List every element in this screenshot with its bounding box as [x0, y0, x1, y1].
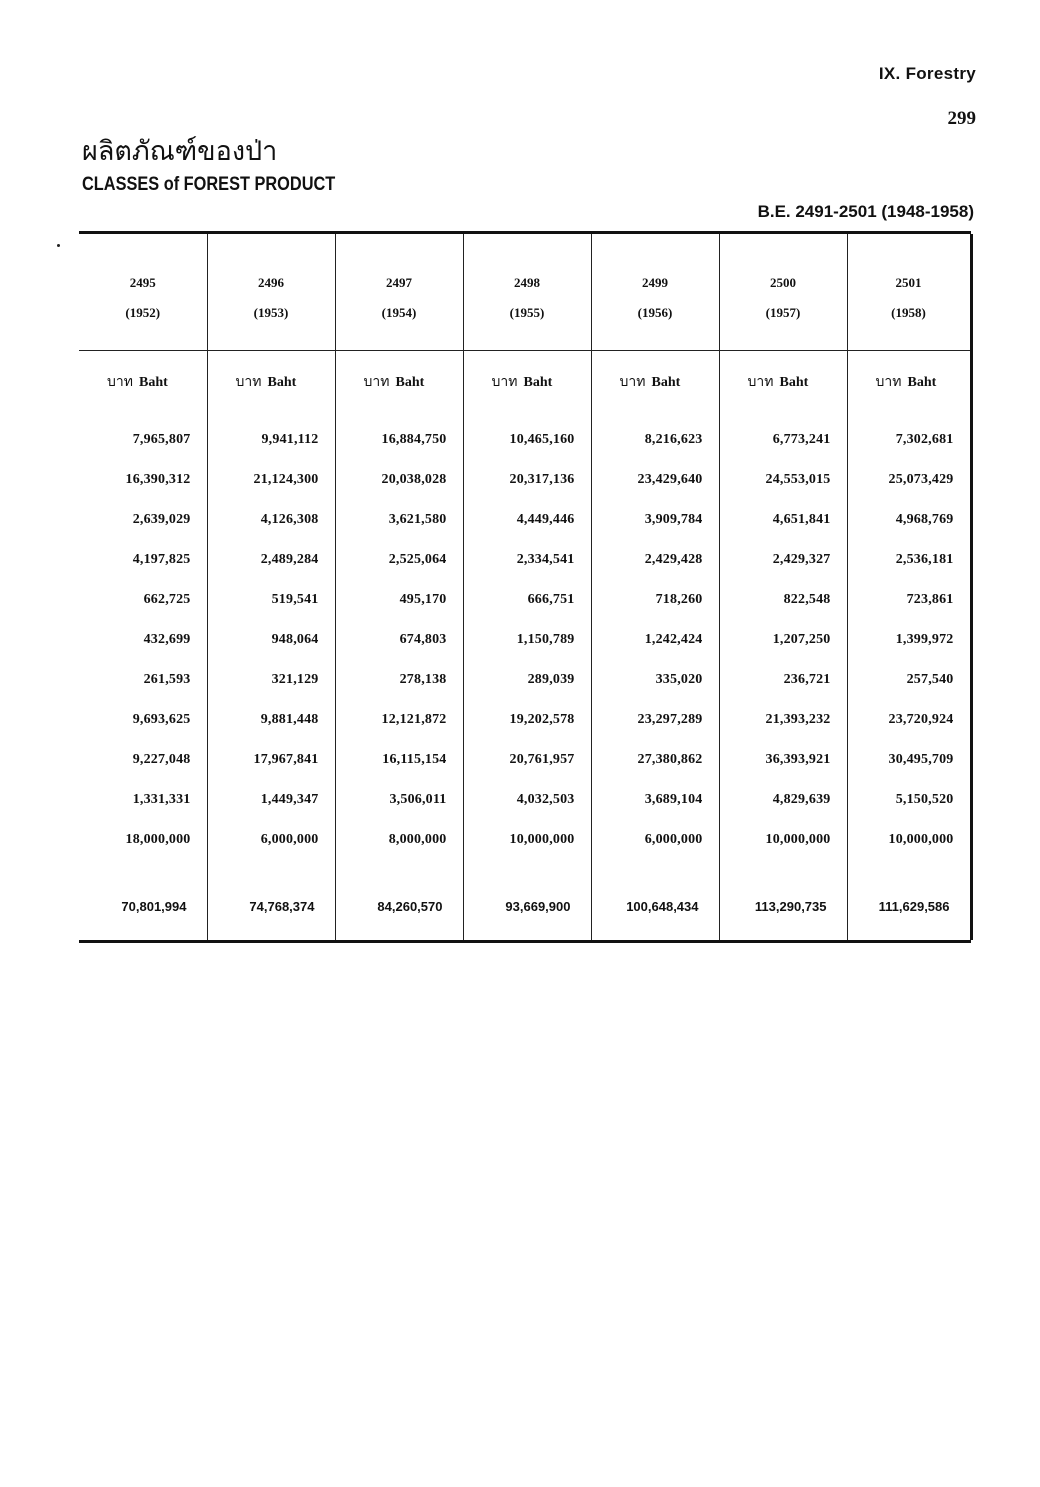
year-column-header — [719, 234, 847, 350]
value-cell: 20,761,957 — [463, 740, 591, 780]
table-row — [79, 500, 971, 540]
total-row — [79, 860, 971, 940]
unit-cell — [79, 350, 207, 412]
period-label: B.E. 2491-2501 (1948-1958) — [757, 202, 974, 221]
table-row — [79, 460, 971, 500]
unit-cell — [847, 350, 971, 412]
value-cell: 3,689,104 — [591, 780, 719, 820]
table-row — [79, 580, 971, 620]
value-cell: 9,881,448 — [207, 700, 335, 740]
unit-cell — [335, 350, 463, 412]
year-be-label: 2501 — [895, 275, 922, 290]
value-cell: 20,038,028 — [335, 460, 463, 500]
year-column-header — [463, 234, 591, 350]
value-cell: 4,032,503 — [463, 780, 591, 820]
year-column-header — [847, 234, 971, 350]
value-cell: 21,393,232 — [719, 700, 847, 740]
year-ad-label: (1952) — [125, 305, 161, 320]
value-cell: 1,449,347 — [207, 780, 335, 820]
value-cell: 7,302,681 — [847, 412, 971, 460]
table-row — [79, 820, 971, 860]
value-cell: 9,227,048 — [132, 752, 191, 767]
value-cell: 948,064 — [207, 620, 335, 660]
table-row — [79, 412, 971, 460]
value-cell: 23,720,924 — [847, 700, 971, 740]
value-cell: 24,553,015 — [719, 460, 847, 500]
year-be-label: 2498 — [514, 275, 540, 290]
value-cell: 2,536,181 — [847, 540, 971, 580]
value-cell: 30,495,709 — [847, 740, 971, 780]
year-header-row — [79, 234, 971, 350]
value-cell: 1,399,972 — [847, 620, 971, 660]
value-cell: 3,621,580 — [335, 500, 463, 540]
year-be-label: 2495 — [129, 275, 156, 290]
unit-cell — [463, 350, 591, 412]
value-cell: 10,000,000 — [719, 820, 847, 860]
year-be-label: 2500 — [770, 275, 796, 290]
margin-dot — [57, 244, 60, 247]
unit-english-label: Baht — [267, 374, 297, 390]
value-cell: 4,449,446 — [463, 500, 591, 540]
unit-english-label: Baht — [779, 374, 809, 390]
value-cell: 7,965,807 — [132, 432, 191, 447]
total-cell: 111,629,586 — [847, 860, 971, 940]
unit-cell — [719, 350, 847, 412]
value-cell: 18,000,000 — [125, 832, 191, 847]
value-cell: 662,725 — [143, 592, 191, 607]
unit-english-label: Baht — [651, 374, 681, 390]
value-cell: 23,429,640 — [591, 460, 719, 500]
table-row — [79, 540, 971, 580]
value-cell: 822,548 — [719, 580, 847, 620]
value-cell: 6,000,000 — [591, 820, 719, 860]
value-cell: 2,525,064 — [335, 540, 463, 580]
value-cell: 1,242,424 — [591, 620, 719, 660]
unit-english-label: Baht — [138, 374, 168, 390]
value-cell: 27,380,862 — [591, 740, 719, 780]
total-cell: 70,801,994 — [121, 898, 187, 914]
page-number: 299 — [947, 108, 976, 129]
value-cell: 9,941,112 — [207, 412, 335, 460]
value-cell: 674,803 — [335, 620, 463, 660]
value-cell: 21,124,300 — [207, 460, 335, 500]
total-cell: 84,260,570 — [335, 860, 463, 940]
unit-thai-label: บาท — [363, 373, 390, 390]
value-cell: 23,297,289 — [591, 700, 719, 740]
year-column-header — [79, 234, 207, 350]
value-cell: 321,129 — [207, 660, 335, 700]
table-row — [79, 700, 971, 740]
value-cell: 6,000,000 — [207, 820, 335, 860]
value-cell: 2,639,029 — [132, 512, 191, 527]
total-cell: 100,648,434 — [591, 860, 719, 940]
value-cell: 432,699 — [143, 632, 191, 647]
value-cell: 8,216,623 — [591, 412, 719, 460]
value-cell: 1,150,789 — [463, 620, 591, 660]
value-cell: 257,540 — [847, 660, 971, 700]
total-cell: 93,669,900 — [463, 860, 591, 940]
unit-cell — [591, 350, 719, 412]
table-row — [79, 740, 971, 780]
value-cell: 36,393,921 — [719, 740, 847, 780]
value-cell: 4,651,841 — [719, 500, 847, 540]
value-cell: 25,073,429 — [847, 460, 971, 500]
value-cell: 666,751 — [463, 580, 591, 620]
section-label: IX. Forestry — [878, 64, 976, 83]
unit-english-label: Baht — [523, 374, 553, 390]
value-cell: 2,429,327 — [719, 540, 847, 580]
value-cell: 2,334,541 — [463, 540, 591, 580]
total-cell: 74,768,374 — [207, 860, 335, 940]
value-cell: 236,721 — [719, 660, 847, 700]
value-cell: 3,909,784 — [591, 500, 719, 540]
value-cell: 1,331,331 — [132, 792, 191, 807]
value-cell: 16,390,312 — [125, 472, 191, 487]
year-column-header — [207, 234, 335, 350]
value-cell: 289,039 — [463, 660, 591, 700]
unit-thai-label: บาท — [619, 373, 646, 390]
value-cell: 519,541 — [207, 580, 335, 620]
year-ad-label: (1957) — [765, 305, 801, 320]
value-cell: 4,968,769 — [847, 500, 971, 540]
unit-thai-label: บาท — [235, 373, 262, 390]
year-ad-label: (1956) — [637, 305, 673, 320]
value-cell: 3,506,011 — [335, 780, 463, 820]
page-title-thai: ผลิตภัณฑ์ของป่า — [82, 136, 278, 167]
value-cell: 4,829,639 — [719, 780, 847, 820]
value-cell: 9,693,625 — [132, 712, 191, 727]
unit-cell — [207, 350, 335, 412]
value-cell: 16,884,750 — [335, 412, 463, 460]
value-cell: 8,000,000 — [335, 820, 463, 860]
year-ad-label: (1954) — [381, 305, 417, 320]
value-cell: 2,489,284 — [207, 540, 335, 580]
year-ad-label: (1953) — [253, 305, 289, 320]
value-cell: 4,197,825 — [132, 552, 191, 567]
value-cell: 20,317,136 — [463, 460, 591, 500]
value-cell: 10,465,160 — [463, 412, 591, 460]
table-row — [79, 780, 971, 820]
unit-english-label: Baht — [907, 374, 937, 390]
year-column-header — [335, 234, 463, 350]
table-row — [79, 620, 971, 660]
page-title-english: CLASSES of FOREST PRODUCT — [82, 174, 336, 195]
unit-english-label: Baht — [395, 374, 425, 390]
value-cell: 718,260 — [591, 580, 719, 620]
value-cell: 495,170 — [335, 580, 463, 620]
value-cell: 278,138 — [335, 660, 463, 700]
value-cell: 10,000,000 — [463, 820, 591, 860]
value-cell: 1,207,250 — [719, 620, 847, 660]
year-ad-label: (1955) — [509, 305, 545, 320]
year-ad-label: (1958) — [891, 305, 926, 320]
value-cell: 335,020 — [591, 660, 719, 700]
unit-thai-label: บาท — [875, 373, 902, 390]
value-cell: 723,861 — [847, 580, 971, 620]
value-cell: 10,000,000 — [847, 820, 971, 860]
value-cell: 6,773,241 — [719, 412, 847, 460]
total-cell: 113,290,735 — [719, 860, 847, 940]
value-cell: 261,593 — [143, 672, 191, 687]
unit-thai-label: บาท — [107, 373, 133, 390]
value-cell: 16,115,154 — [335, 740, 463, 780]
value-cell: 12,121,872 — [335, 700, 463, 740]
value-cell: 19,202,578 — [463, 700, 591, 740]
year-be-label: 2497 — [386, 275, 412, 290]
year-be-label: 2499 — [642, 275, 668, 290]
year-be-label: 2496 — [258, 275, 284, 290]
value-cell: 5,150,520 — [847, 780, 971, 820]
value-cell: 17,967,841 — [207, 740, 335, 780]
unit-thai-label: บาท — [747, 373, 774, 390]
value-cell: 2,429,428 — [591, 540, 719, 580]
table-row — [79, 660, 971, 700]
year-column-header — [591, 234, 719, 350]
forest-product-table — [79, 231, 971, 943]
unit-row — [79, 350, 971, 412]
unit-thai-label: บาท — [491, 373, 518, 390]
value-cell: 4,126,308 — [207, 500, 335, 540]
